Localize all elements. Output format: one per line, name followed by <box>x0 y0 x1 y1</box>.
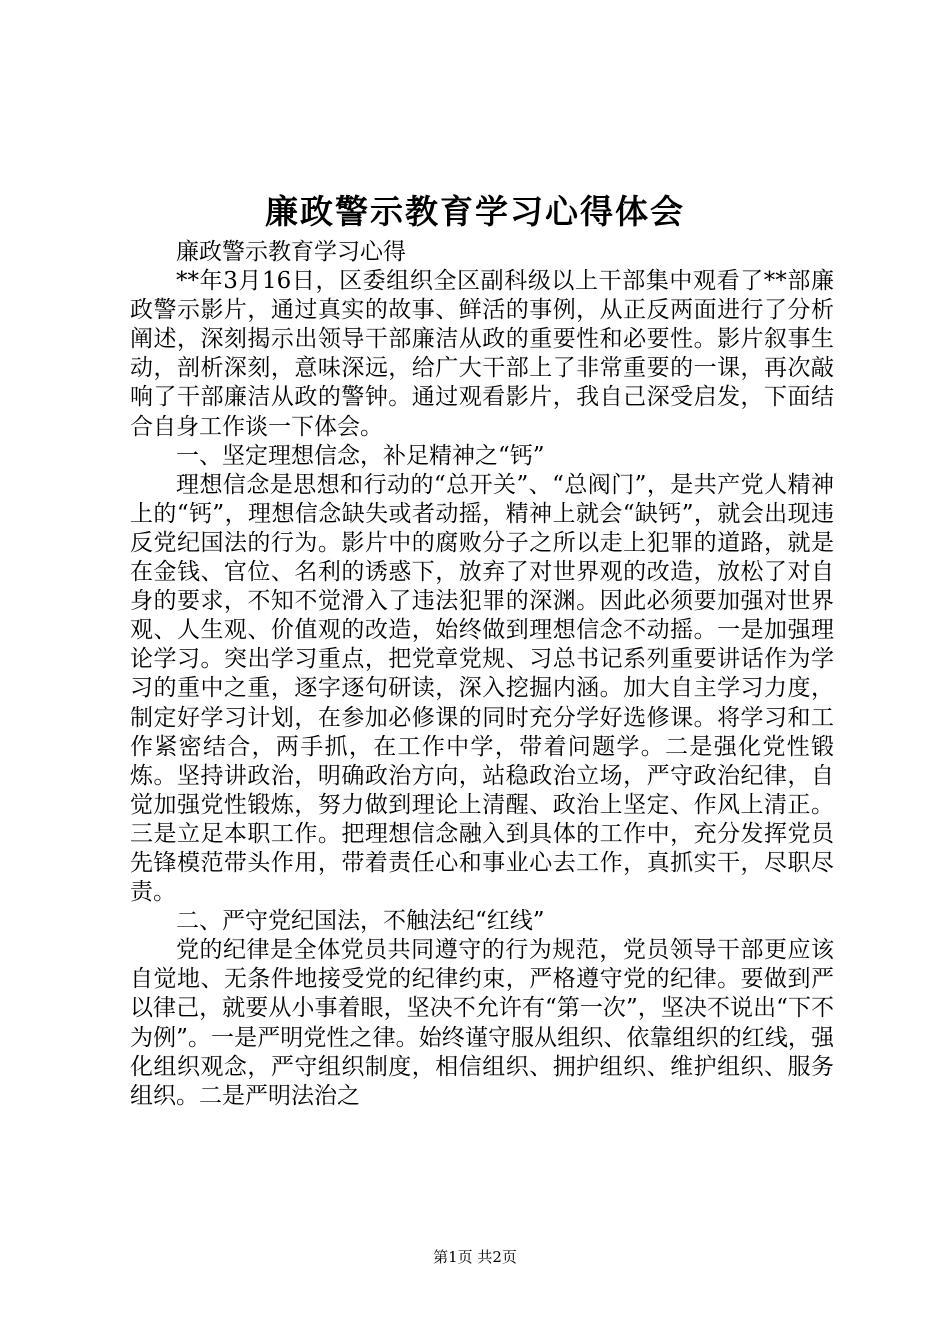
body-paragraph: 党的纪律是全体党员共同遵守的行为规范，党员领导干部更应该自觉地、无条件地接受党的纪律约束，严格遵守党的纪律。要做到严以律己，就要从小事着眼，坚决不允许有“第一次”，坚决不说出“下不为例”。一是严明党性之律。始终谨守服从组织、依靠组织的红线，强化组织观念，严守组织制度，相信组织、拥护组织、维护组织、服务组织。二是严明法治之 <box>130 937 834 1109</box>
subtitle-paragraph: 廉政警示教育学习心得 <box>176 239 406 265</box>
document-body <box>130 238 834 1111</box>
body-paragraph: **年3月16日，区委组织全区副科级以上干部集中观看了**部廉政警示影片，通过真实的故事、鲜活的事例，从正反两面进行了分析阐述，深刻揭示出领导干部廉洁从政的重要性和必要性。影片叙事生动，剖析深刻，意味深远，给广大干部上了非常重要的一课，再次敲响了干部廉洁从政的警钟。通过观看影片，我自己深受启发，下面结合自身工作谈一下体会。 <box>130 268 834 440</box>
section-heading: 一、坚定理想信念，补足精神之“钙” <box>176 442 545 469</box>
body-paragraph: 理想信念是思想和行动的“总开关”、“总阀门”，是共产党人精神上的“钙”，理想信念缺失或者动摇，精神上就会“缺钙”，就会出现违反党纪国法的行为。影片中的腐败分子之所以走上犯罪的道路，就是在金钱、官位、名利的诱惑下，放弃了对世界观的改造，放松了对自身的要求，不知不觉滑入了违法犯罪的深渊。因此必须要加强对世界观、人生观、价值观的改造，始终做到理想信念不动摇。一是加强理论学习。突出学习重点，把党章党规、习总书记系列重要讲话作为学习的重中之重，逐字逐句研读，深入挖掘内涵。加大自主学习力度，制定好学习计划，在参加必修课的同时充分学好选修课。将学习和工作紧密结合，两手抓，在工作中学，带着问题学。二是强化党性锻炼。坚持讲政治，明确政治方向，站稳政治立场，严守政治纪律，自觉加强党性锻炼，努力做到理论上清醒、政治上坚定、作风上清正。三是立足本职工作。把理想信念融入到具体的工作中，充分发挥党员先锋模范带头作用，带着责任心和事业心去工作，真抓实干，尽职尽责。 <box>130 471 834 906</box>
document-title: 廉政警示教育学习心得体会 <box>265 192 685 231</box>
page-footer: 第1页 共2页 <box>433 1248 517 1266</box>
section-heading: 二、严守党纪国法，不触法纪“红线” <box>176 908 545 935</box>
